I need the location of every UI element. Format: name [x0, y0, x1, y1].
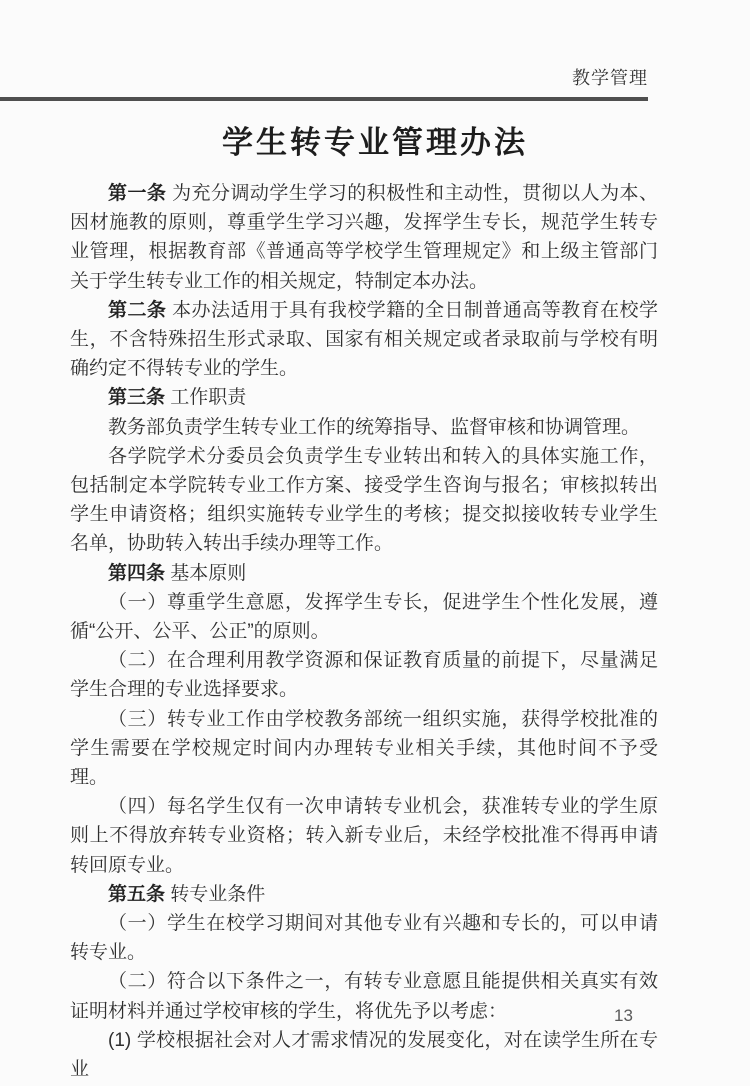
paragraph: 第二条 本办法适用于具有我校学籍的全日制普通高等教育在校学生，不含特殊招生形式录取、国家有相关规定或者录取前与学校有明确约定不得转专业的学生。 [70, 299, 658, 380]
paragraph: 第一条 为充分调动学生学习的积极性和主动性，贯彻以人为本、因材施教的原则，尊重学生学习兴趣，发挥学生专长，规范学生转专业管理，根据教育部《普通高等学校学生管理规定》和上级主管部门关于学生转专业工作的相关规定，特制定本办法。 [70, 183, 658, 292]
paragraph: 教务部负责学生转专业工作的统筹指导、监督审核和协调管理。 [108, 416, 641, 438]
paragraph: (1) 学校根据社会对人才需求情况的发展变化，对在读学生所在专业 [70, 1029, 658, 1081]
paragraph: 第五条 转专业条件 [108, 883, 266, 905]
paragraph: 各学院学术分委员会负责学生专业转出和转入的具体实施工作，包括制定本学院转专业工作方案、接受学生咨询与报名；审核拟转出学生申请资格；组织实施转专业学生的考核；提交拟接收转专业学生名单，协助转入转出手续办理等工作。 [70, 445, 658, 555]
clause-label: 第五条 [108, 883, 166, 905]
document-body [70, 179, 658, 1084]
paragraph: （一）尊重学生意愿，发挥学生专长，促进学生个性化发展，遵循“公开、公平、公正”的原则。 [70, 591, 658, 643]
clause-label: 第二条 [108, 299, 167, 321]
paragraph: （二）在合理利用教学资源和保证教育质量的前提下，尽量满足学生合理的专业选择要求。 [70, 650, 658, 701]
paragraph: （二）符合以下条件之一，有转专业意愿且能提供相关真实有效证明材料并通过学校审核的学生，将优先予以考虑： [70, 971, 658, 1022]
clause-label: 第四条 [108, 562, 166, 584]
paragraph: （一）学生在校学习期间对其他专业有兴趣和专长的，可以申请转专业。 [70, 913, 658, 964]
paragraph: 第三条 工作职责 [108, 387, 247, 409]
paragraph: 第四条 基本原则 [108, 562, 247, 584]
clause-label: 第一条 [108, 183, 167, 204]
paragraph: （四）每名学生仅有一次申请转专业机会，获准转专业的学生原则上不得放弃转专业资格；转入新专业后，未经学校批准不得再申请转回原专业。 [70, 796, 658, 876]
clause-label: 第三条 [108, 387, 166, 409]
running-header: 教学管理 [572, 68, 648, 88]
page-title: 学生转专业管理办法 [222, 125, 528, 160]
page-number: 13 [614, 1006, 633, 1025]
header-rule [0, 97, 648, 101]
paragraph: （三）转专业工作由学校教务部统一组织实施，获得学校批准的学生需要在学校规定时间内办理转专业相关手续，其他时间不予受理。 [70, 708, 658, 789]
